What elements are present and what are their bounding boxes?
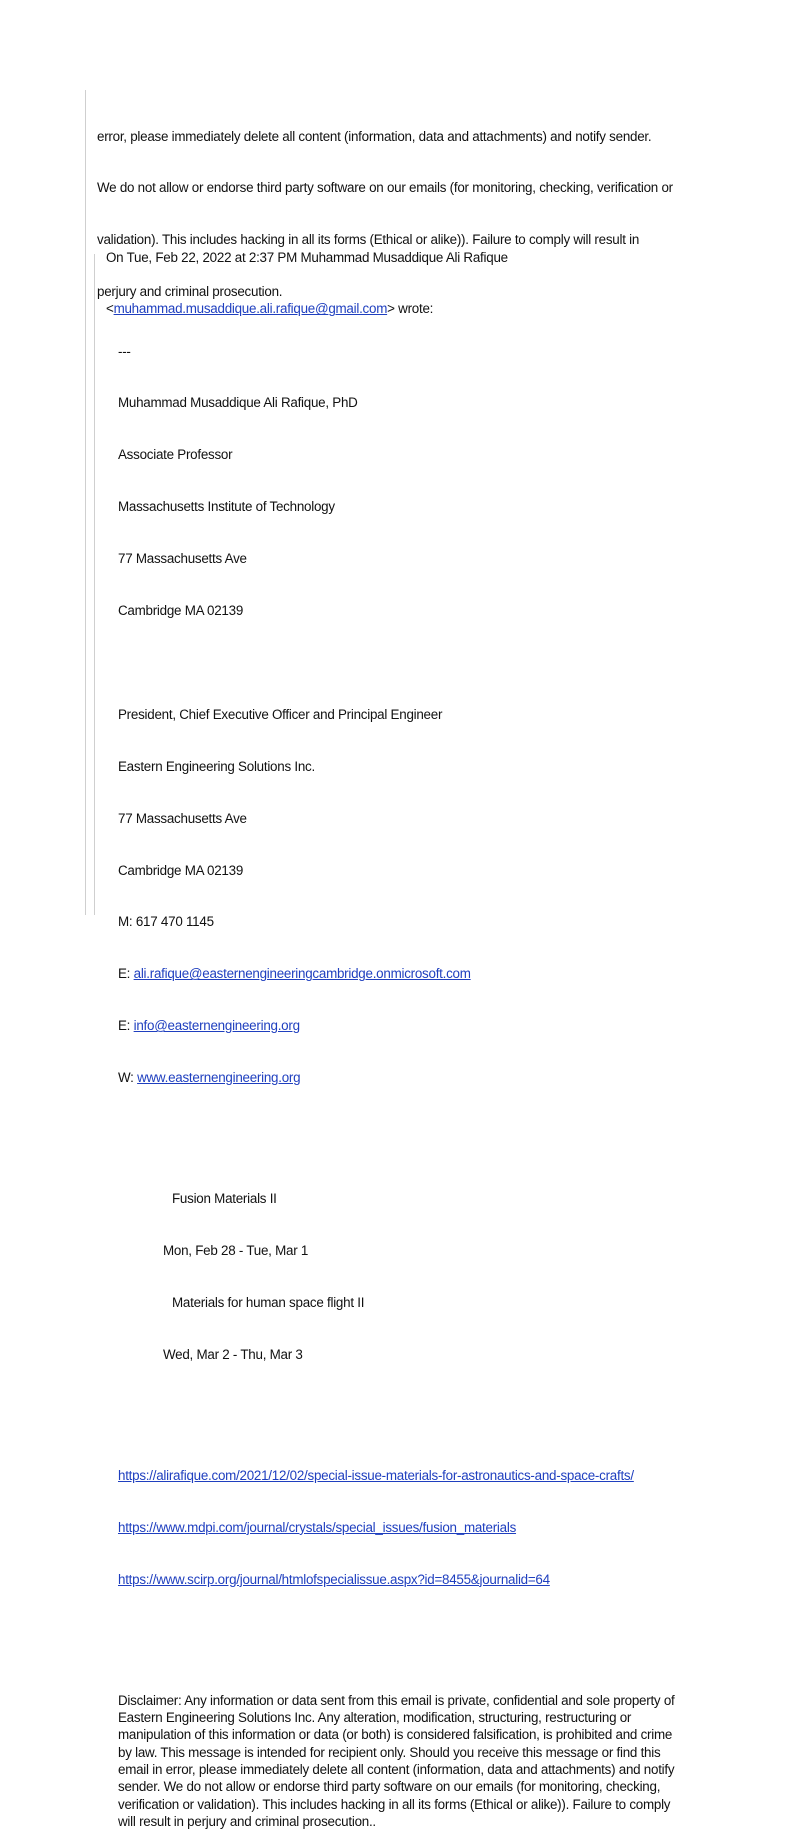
signature-name: Muhammad Musaddique Ali Rafique, PhD [118, 395, 358, 411]
disclaimer-line: error, please immediately delete all content (information, data and attachments) and notify sender. [97, 128, 652, 144]
event-dates: Mon, Feb 28 - Tue, Mar 1 [163, 1243, 309, 1259]
email2-link[interactable]: info@easternengineering.org [133, 1018, 300, 1034]
signature-email2 [118, 1017, 738, 1034]
disclaimer-line: We do not allow or endorse third party software on our emails (for monitoring, checking, verification or [97, 180, 673, 196]
disclaimer-line: by law. This message is intended for recipient only. Should you receive this message or find this [118, 1744, 661, 1760]
mobile-number: 617 470 1145 [135, 914, 214, 930]
link-line [118, 1571, 738, 1588]
quote-intro: On Tue, Feb 22, 2022 at 2:37 PM Muhammad Musaddique Ali Rafique [106, 249, 508, 265]
spacer [118, 1398, 738, 1415]
disclaimer-line: Eastern Engineering Solutions Inc. Any alteration, modification, structuring, restructuring or [118, 1710, 632, 1726]
signature-email1 [118, 965, 738, 982]
mobile-label: M: [118, 914, 136, 930]
disclaimer-line: will result in perjury and criminal prosecution.. [118, 1813, 376, 1829]
signature-company-address-line1: 77 Massachusetts Ave [118, 810, 247, 826]
disclaimer-line: sender. We do not allow or endorse third party software on our emails (for monitoring, checking, [118, 1779, 661, 1795]
disclaimer-line: manipulation of this information or data (or both) is considered falsification, is prohibited and crime [118, 1727, 673, 1743]
signature-block [118, 308, 738, 1847]
wrote-label: wrote: [394, 301, 434, 317]
spacer [118, 1121, 738, 1138]
event-dates: Wed, Mar 2 - Thu, Mar 3 [163, 1346, 303, 1362]
link-line [118, 1467, 738, 1484]
signature-title: Associate Professor [118, 447, 233, 463]
signature-web [118, 1069, 738, 1086]
disclaimer-line: verification or validation). This includes hacking in all its forms (Ethical or alike)). Failure to comply [118, 1796, 671, 1812]
signature-company-address-line2: Cambridge MA 02139 [118, 862, 244, 878]
signature-mobile [118, 913, 738, 930]
spacer [118, 1623, 738, 1640]
email-open-bracket: < [106, 301, 114, 317]
special-issue-link-mdpi[interactable]: https://www.mdpi.com/journal/crystals/special_issues/fusion_materials [118, 1519, 517, 1535]
special-issue-link-alirafique[interactable]: https://alirafique.com/2021/12/02/special-issue-materials-for-astronautics-and-space-crafts/ [118, 1467, 634, 1483]
link-line [118, 1519, 738, 1536]
event-title: Fusion Materials II [172, 1191, 277, 1207]
inner-quote-border [94, 254, 95, 915]
signature-address-line2: Cambridge MA 02139 [118, 603, 244, 619]
sender-email-link[interactable]: muhammad.musaddique.ali.rafique@gmail.com [113, 301, 388, 317]
disclaimer-line: validation). This includes hacking in all its forms (Ethical or alike)). Failure to comply will result in [97, 232, 640, 248]
disclaimer-line: perjury and criminal prosecution. [97, 284, 283, 300]
event-title: Materials for human space flight II [172, 1294, 365, 1310]
outer-quote-border [85, 90, 86, 915]
spacer [118, 654, 738, 671]
signature-company: Eastern Engineering Solutions Inc. [118, 758, 315, 774]
signature-address-line1: 77 Massachusetts Ave [118, 551, 247, 567]
special-issue-link-scirp[interactable]: https://www.scirp.org/journal/htmlofspecialissue.aspx?id=8455&journalid=64 [118, 1571, 550, 1587]
bottom-disclaimer [118, 1692, 708, 1830]
email2-label: E: [118, 1018, 134, 1034]
disclaimer-line: email in error, please immediately delete all content (information, data and attachments) and notify [118, 1761, 675, 1777]
email1-link[interactable]: ali.rafique@easternengineeringcambridge.onmicrosoft.com [133, 966, 471, 982]
web-label: W: [118, 1070, 138, 1086]
disclaimer-line: Disclaimer: Any information or data sent from this email is private, confidential and sole property of [118, 1692, 675, 1708]
signature-institution: Massachusetts Institute of Technology [118, 499, 335, 515]
signature-company-role: President, Chief Executive Officer and Principal Engineer [118, 706, 443, 722]
website-link[interactable]: www.easternengineering.org [137, 1070, 301, 1086]
email1-label: E: [118, 966, 134, 982]
signature-separator: --- [118, 343, 131, 359]
email-close-bracket: > [387, 301, 395, 317]
